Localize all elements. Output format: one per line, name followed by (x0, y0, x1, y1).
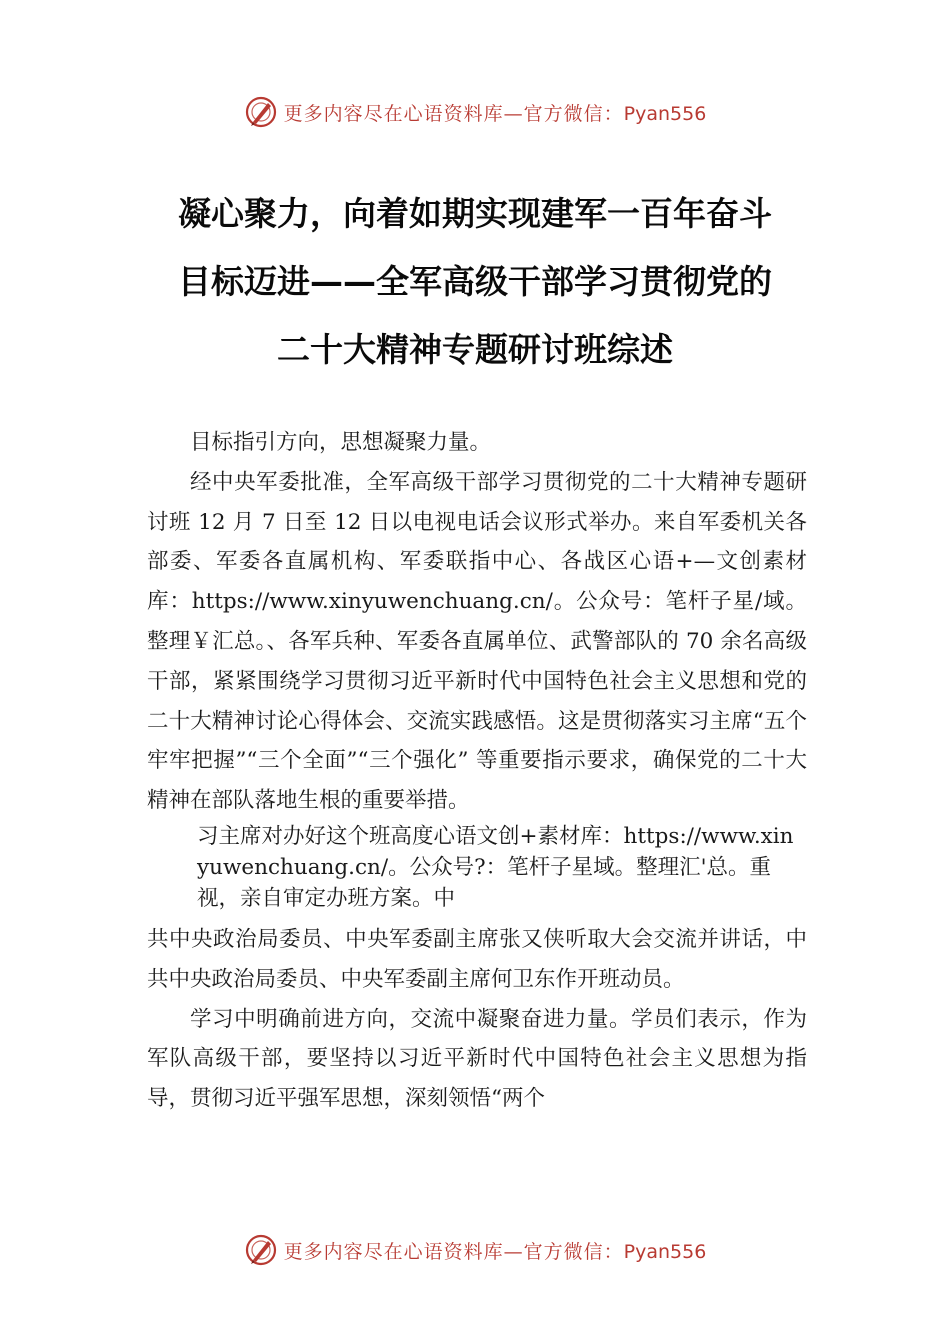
watermark-banner-top (0, 92, 950, 132)
watermark-banner-bottom (0, 1230, 950, 1270)
pen-logo-icon (244, 95, 278, 129)
title-line-2: 目标迈进——全军高级干部学习贯彻党的 (178, 262, 772, 301)
paragraph-1: 目标指引方向，思想凝聚力量。 (190, 430, 492, 455)
document-body (147, 423, 807, 1119)
paragraph-4: 学习中明确前进方向，交流中凝聚奋进力量。学员们表示，作为军队高级干部，要坚持以习近平新时代中国特色社会主义思想为指导，贯彻习近平强军思想，深刻领悟“两个 (147, 1006, 807, 1112)
title-line-3: 二十大精神专题研讨班综述 (277, 330, 673, 369)
inserted-block: 习主席对办好这个班高度心语文创+素材库：https://www.xinyuwenchuang.cn/。公众号?：笔杆子星域。整理汇'总。重视，亲自审定办班方案。中 (197, 823, 794, 911)
paragraph-2: 经中央军委批准，全军高级干部学习贯彻党的二十大精神专题研讨班 12 月 7 日至 12 日以电视电话会议形式举办。来自军委机关各部委、军委各直属机构、军委联指中心、各战区心语+—文创素材库：https://www.xinyuwenchuang.cn/。公众号：笔杆子星/域。整理￥汇总。、各军兵种、军委各直属单位、武警部队的 70 余名高级干部，紧紧围绕学习贯彻习近平新时代中国特色社会主义思想和党的二十大精神讨论心得体会、交流实践感悟。这是贯彻落实习主席“五个牢牢把握”“三个全面”“三个强化” 等重要指示要求，确保党的二十大精神在部队落地生根的重要举措。 (147, 469, 807, 814)
document-title (120, 180, 830, 384)
watermark-text: 更多内容尽在心语资料库—官方微信：Pyan556 (283, 1240, 707, 1263)
watermark-text: 更多内容尽在心语资料库—官方微信：Pyan556 (283, 102, 707, 125)
paragraph-3: 共中央政治局委员、中央军委副主席张又侠听取大会交流并讲话，中共中央政治局委员、中央军委副主席何卫东作开班动员。 (147, 926, 807, 992)
title-line-1: 凝心聚力，向着如期实现建军一百年奋斗 (178, 194, 772, 233)
pen-logo-icon (244, 1233, 278, 1267)
